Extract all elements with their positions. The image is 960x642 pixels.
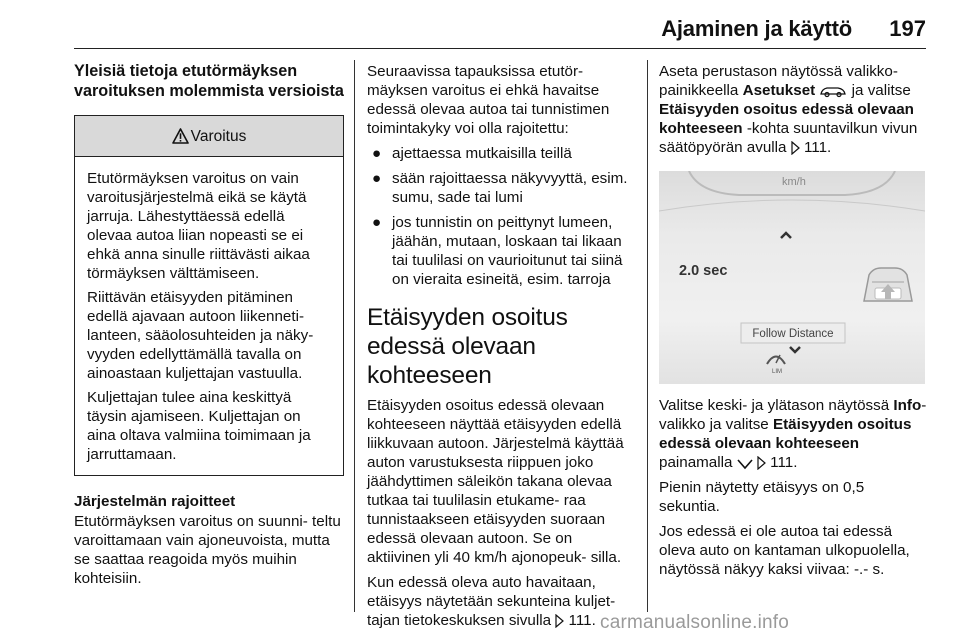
bullet-icon: ● (372, 145, 382, 162)
column-divider (647, 60, 648, 612)
page-reference-arrow-icon (555, 614, 564, 628)
warning-title: Varoitus (190, 127, 247, 145)
distance-description: Etäisyyden osoitus edessä olevaan kohteeseen näyttää etäisyyden edellä liikkuvaan autoon. Järjestelmä käyttää auton varustuksesta riippuen joko jäähdyttimen säleikön takana olevaa tutkaa tai tuulilasin etukame- raa tunnistaakseen etäisyyden suoraan edessä olevaan autoon. Se on aktiivinen yli 40 km/h ajonopeuk- silla. (367, 397, 624, 566)
settings-menu-label: Asetukset (742, 82, 816, 99)
column-1 (74, 62, 344, 588)
minimum-distance-text: Pienin näytetty etäisyys on 0,5 sekuntia. (659, 479, 865, 515)
page-reference-arrow-icon (791, 141, 800, 155)
bullet-text: jos tunnistin on peittynyt lumeen, jäähän, mutaan, loskaan tai likaan tai tuulilasi on vaurioitunut tai siinä on vieraita esineitä, esim. tarroja (392, 214, 623, 288)
speedometer-limit-icon (767, 355, 785, 375)
chevron-up-icon (781, 233, 791, 238)
list-item (367, 144, 635, 163)
bullet-icon: ● (372, 170, 382, 187)
chevron-down-icon (790, 347, 800, 352)
limits-heading: Järjestelmän rajoitteet (74, 493, 236, 510)
conditions-intro: Seuraavissa tapauksissa etutör- mäyksen varoitus ei ehkä havaitse edessä olevaa autoa tai tunnistimen toimintakyky voi olla rajoitettu: (367, 63, 610, 137)
follow-distance-label: Follow Distance (752, 328, 834, 340)
chevron-down-icon (737, 458, 753, 470)
column-2 (367, 62, 635, 630)
warning-header (75, 116, 343, 157)
warning-triangle-icon (172, 128, 189, 144)
info-menu-label: Info (893, 397, 922, 414)
column-divider (354, 60, 355, 612)
lead-vehicle-icon (864, 268, 912, 301)
page-header (74, 0, 926, 49)
distance-option-label: Etäisyyden osoitus edessä olevaan kohteeseen (659, 101, 914, 137)
limiter-label: LIM (772, 369, 783, 375)
distance-option-label: Etäisyyden osoitus edessä olevaan kohteeseen (659, 416, 912, 452)
bullet-text: sään rajoittaessa näkyvyyttä, esim. sumu, sade tai lumi (392, 170, 628, 206)
settings-instructions: Aseta perustason näytössä valikko- painikkeella Asetukset ja valitse Etäisyyden osoitus edessä olevaan kohteeseen -kohta suuntavilkun vivun säätöpyörän avulla 111. (659, 63, 918, 156)
page-reference-arrow-icon (757, 456, 766, 470)
car-settings-icon (819, 84, 847, 98)
warning-box (74, 115, 344, 476)
list-item (367, 169, 635, 207)
column-3 (659, 62, 929, 579)
general-heading: Yleisiä tietoja etutörmäyksen varoituksen molemmista versioista (74, 62, 344, 100)
info-menu-instructions: Valitse keski- ja ylätason näytössä Info-valikko ja valitse Etäisyyden osoitus edessä olevaan kohteeseen painamalla 111. (659, 397, 927, 471)
conditions-list (367, 144, 635, 289)
distance-display-info: Kun edessä oleva auto havaitaan, etäisyys näytetään sekunteina kuljet- tajan tietokeskuksen sivulla 111. (367, 574, 616, 629)
watermark: carmanualsonline.info (600, 612, 790, 633)
warning-body (75, 157, 343, 475)
no-vehicle-text: Jos edessä ei ole autoa tai edessä oleva auto on kantaman ulkopuolella, näytössä näkyy kaksi viivaa: -.- s. (659, 523, 910, 578)
bullet-icon: ● (372, 214, 382, 231)
speed-unit-label: km/h (782, 176, 806, 188)
section-heading: Etäisyyden osoitus edessä olevaan kohteeseen (367, 304, 568, 389)
limits-text: Etutörmäyksen varoitus on suunni- teltu varoittamaan vain ajoneuvoista, mutta se saattaa reagoida myös muihin kohteisiin. (74, 512, 341, 587)
warning-paragraph: Kuljettajan tulee aina keskittyä täysin ajamiseen. Kuljettajan on aina oltava valmiina toimimaan ja jarruttamaan. (87, 389, 311, 463)
page-number: 197 (889, 16, 926, 41)
time-gap-readout: 2.0 sec (679, 263, 728, 279)
bullet-text: ajettaessa mutkaisilla teillä (392, 145, 572, 162)
warning-paragraph: Etutörmäyksen varoitus on vain varoitusjärjestelmä eikä se käytä jarruja. Lähestyttäessä edellä olevaa autoa liian nopeasti se ei ehkä anna sinulle riittävästi aikaa törmäyksen välttämiseen. (87, 170, 310, 282)
chapter-title: Ajaminen ja käyttö (661, 16, 852, 41)
list-item (367, 213, 635, 289)
warning-paragraph: Riittävän etäisyyden pitäminen edellä ajavaan autoon liikenneti- lanteen, sääolosuhteiden ja näky- vyyden edellyttämällä tavalla on ainoastaan kuljettajan vastuulla. (87, 289, 314, 382)
driver-info-display-image (659, 171, 925, 384)
follow-distance-display (659, 171, 925, 384)
